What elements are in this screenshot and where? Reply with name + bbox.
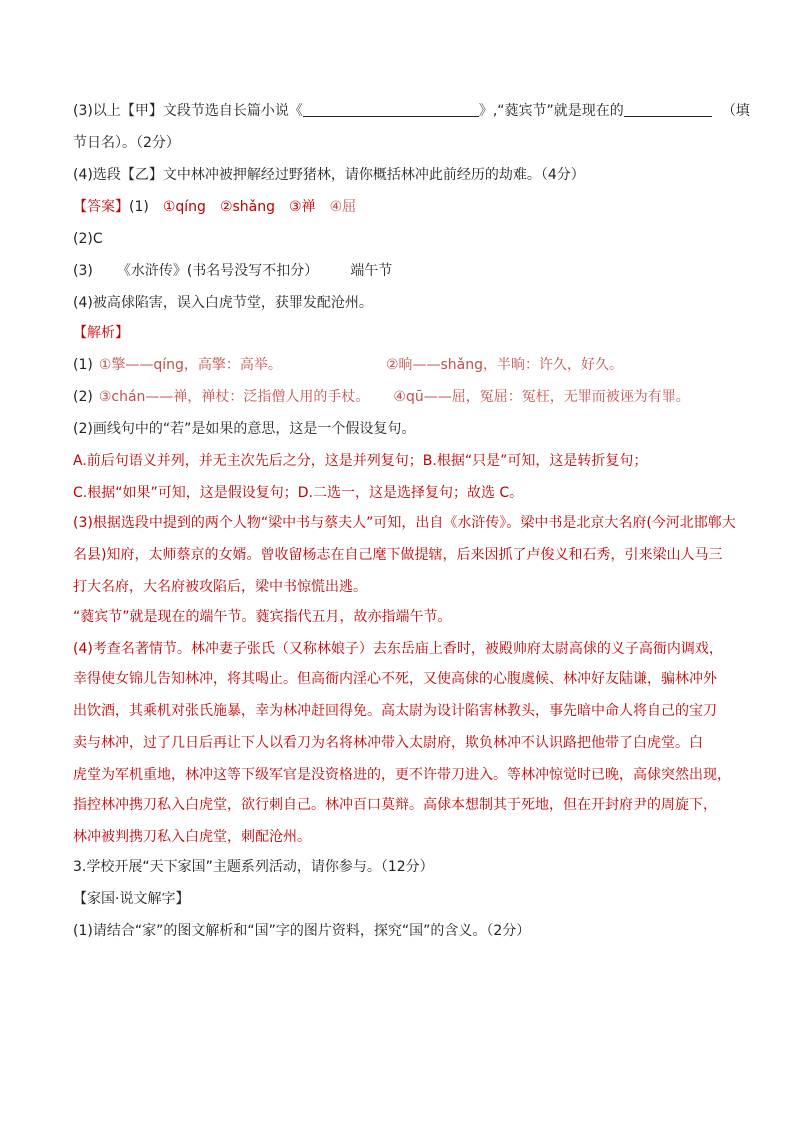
analysis-line-13: 卖与林冲，过了几日后再让下人以看刀为名将林冲带入太尉府，欺负林冲不认识路把他带了白虎堂。白 (73, 735, 703, 751)
answer-blank-festival (624, 102, 712, 117)
section-heading: 【家国·说文解字】 (73, 891, 190, 907)
question-3-main: 3.学校开展“天下家国”主题系列活动，请你参与。（12分） (73, 859, 434, 875)
analysis-line-8: 打大名府，大名府被攻陷后，梁中书惊慌出逃。 (73, 579, 367, 595)
answer-line-1: 【答案】(1) ①qíng ②shǎng ③禅 ④屈 (73, 199, 357, 215)
analysis-line-14: 虎堂为军机重地，林冲这等下级军官是没资格进的，更不许带刀进入。等林冲惊觉时已晚，高俅突然出现， (73, 767, 731, 783)
analysis-tag: 【解析】 (73, 325, 129, 341)
question-3-1: (1)请结合“家”的图文解析和“国”字的图片资料，探究“国”的含义。（2分） (73, 923, 531, 939)
analysis-line-3: (2)画线句中的“若”是如果的意思，这是一个假设复句。 (73, 421, 416, 437)
analysis-line-16: 林冲被判携刀私入白虎堂，刺配沧州。 (73, 829, 311, 845)
answer-line-4: (4)被高俅陷害，误入白虎节堂，获罪发配沧州。 (73, 295, 373, 311)
analysis-line-2: (2) ③chán——禅，禅杖：泛指僧人用的手杖。 ④qū——屈，冤屈：冤枉，无罪而被诬为有罪。 (73, 389, 690, 405)
analysis-line-15: 指控林冲携刀私入白虎堂，欲行刺自己。林冲百口莫辩。高俅本想制其于死地，但在开封府尹的周旋下， (73, 797, 717, 813)
analysis-line-7: 名县)知府，太师蔡京的女婿。曾收留杨志在自己麾下做提辖，后来因抓了卢俊义和石秀，引来梁山人马三 (73, 547, 723, 563)
question-4: (4)选段【乙】文中林冲被押解经过野猪林，请你概括林冲此前经历的劫难。（4分） (73, 167, 585, 183)
answer-tag: 【答案】 (73, 199, 129, 215)
answer-line-3: (3) 《水浒传》(书名号没写不扣分） 端午节 (73, 263, 393, 279)
analysis-line-11: 幸得使女锦儿告知林冲，将其喝止。但高衙内淫心不死，又使高俅的心腹虞候、林冲好友陆谦，骗林冲外 (73, 671, 717, 687)
analysis-line-1: (1) ①擎——qíng，高擎：高举。 ②晌——shǎng，半晌：许久，好久。 (73, 357, 623, 373)
question-3-line-2: 节日名）。（2分） (73, 135, 180, 151)
analysis-line-4: A.前后句语义并列，并无主次先后之分，这是并列复句；B.根据“只是”可知，这是转折复句； (73, 453, 648, 469)
analysis-line-5: C.根据“如果”可知，这是假设复句；D.二选一，这是选择复句；故选 C。 (73, 485, 524, 501)
analysis-line-6: (3)根据选段中提到的两个人物“梁中书与蔡夫人”可知，出自《水浒传》。梁中书是北京大名府(今河北邯郸大 (73, 515, 736, 531)
analysis-line-12: 出饮酒，其乘机对张氏施暴，幸为林冲赶回得免。高太尉为设计陷害林教头，事先暗中命人将自己的宝刀 (73, 703, 717, 719)
analysis-line-10: (4)考查名著情节。林冲妻子张氏（又称林娘子）去东岳庙上香时，被殿帅府太尉高俅的义子高衙内调戏， (73, 641, 723, 657)
answer-line-2: (2)C (73, 231, 103, 247)
question-3-line-1: (3)以上【甲】文段节选自长篇小说《 》,“蕤宾节”就是现在的 （填 (73, 103, 750, 119)
analysis-line-9: “蕤宾节”就是现在的端午节。蕤宾指代五月，故亦指端午节。 (73, 609, 452, 625)
answer-blank-novel (303, 102, 479, 117)
